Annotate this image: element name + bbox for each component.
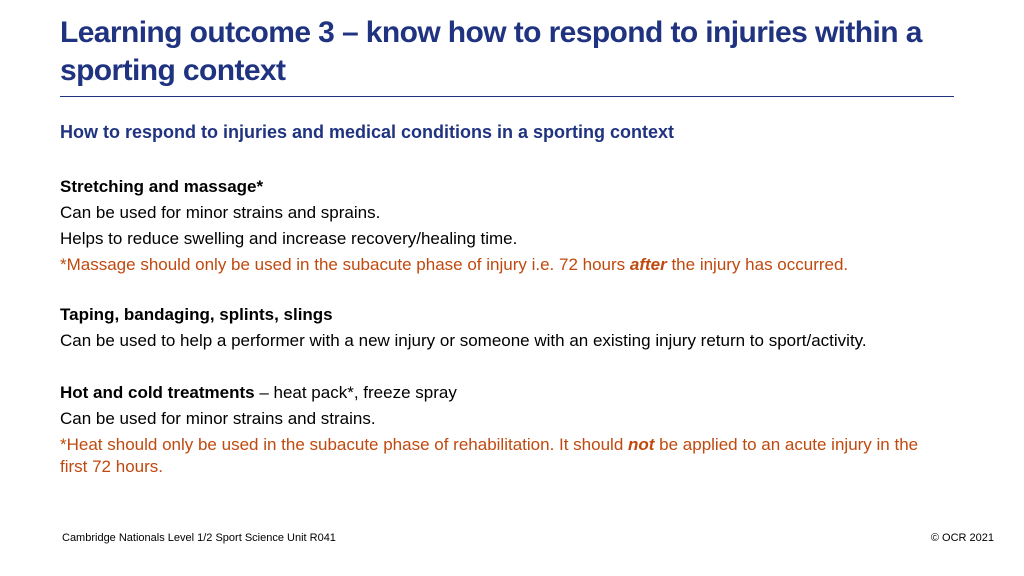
hotcold-heading-suffix: – heat pack*, freeze spray: [254, 383, 457, 402]
stretching-line-1: Can be used for minor strains and sprains.: [60, 203, 381, 222]
massage-note-text-end: the injury has occurred.: [666, 255, 849, 274]
slide-title: Learning outcome 3 – know how to respond to injuries within a sporting context: [60, 16, 922, 87]
taping-heading: Taping, bandaging, splints, slings: [60, 305, 333, 324]
title-divider: [60, 96, 954, 97]
massage-note-emphasis: after: [629, 255, 667, 274]
heat-note-emphasis: not: [628, 435, 655, 454]
footer-course: Cambridge Nationals Level 1/2 Sport Science Unit R041: [62, 532, 336, 544]
massage-note: [60, 254, 960, 276]
heat-note-text: *Heat should only be used in the subacute phase of rehabilitation. It should: [60, 435, 628, 454]
massage-note-text: *Massage should only be used in the subacute phase of injury i.e. 72 hours: [60, 255, 630, 274]
footer-copyright: © OCR 2021: [930, 532, 994, 544]
slide-content: [60, 174, 960, 478]
stretching-heading: Stretching and massage*: [60, 177, 264, 196]
hotcold-heading: Hot and cold treatments: [60, 383, 255, 402]
heat-note: [60, 434, 930, 478]
slide-subtitle: How to respond to injuries and medical conditions in a sporting context: [60, 122, 675, 142]
heat-note-text-end: be applied to an acute injury in the first 72 hours.: [60, 435, 919, 476]
hotcold-heading-line: [60, 380, 960, 406]
stretching-line-2: Helps to reduce swelling and increase recovery/healing time.: [60, 229, 518, 248]
taping-line-1: Can be used to help a performer with a new injury or someone with an existing injury return to sport/activity.: [60, 331, 867, 350]
hotcold-line-1: Can be used for minor strains and strains.: [60, 409, 376, 428]
